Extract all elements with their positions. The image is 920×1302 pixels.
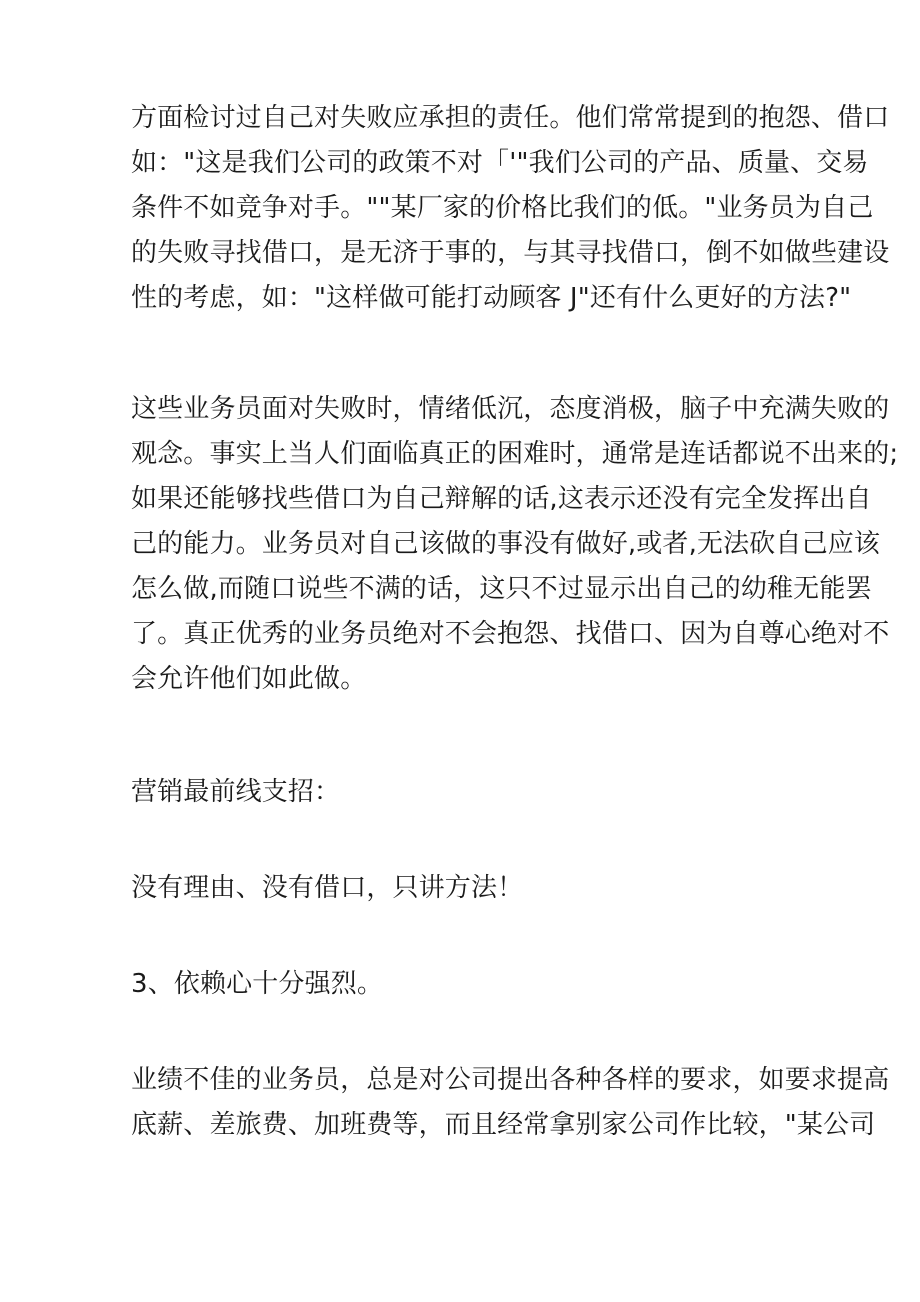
- text-line: 没有理由、没有借口，只讲方法！: [131, 873, 524, 903]
- text-line: 了。真正优秀的业务员绝对不会抱怨、找借口、因为自尊心绝对不: [131, 619, 890, 649]
- text-line: 如："这是我们公司的政策不对「'"我们公司的产品、质量、交易: [131, 148, 869, 178]
- text-line: 观念。事实上当人们面临真正的困难时，通常是连话都说不出来的;: [131, 439, 899, 469]
- text-line: 业绩不佳的业务员，总是对公司提出各种各样的要求，如要求提高: [131, 1065, 890, 1095]
- text-line: 条件不如竞争对手。""某厂家的价格比我们的低。"业务员为自己: [131, 193, 874, 223]
- text-line: 己的能力。业务员对自己该做的事没有做好,或者,无法砍自己应该: [131, 529, 881, 559]
- text-line: 方面检讨过自己对失败应承担的责任。他们常常提到的抱怨、借口: [131, 103, 890, 133]
- text-line: 如果还能够找些借口为自己辩解的话,这表示还没有完全发挥出自: [131, 484, 872, 514]
- text-line: 营销最前线支招：: [131, 777, 341, 807]
- paragraph-attitude: [131, 387, 899, 702]
- text-line: 3、依赖心十分强烈。: [131, 969, 384, 999]
- paragraph-excuses: [131, 96, 890, 321]
- tip-text: [131, 866, 803, 911]
- text-line: 这些业务员面对失败时，情绪低沉，态度消极，脑子中充满失败的: [131, 394, 890, 424]
- text-line: 性的考虑，如："这样做可能打动顾客 J"还有什么更好的方法?": [131, 283, 852, 313]
- section-heading: [131, 962, 803, 1007]
- text-line: 底薪、差旅费、加班费等，而且经常拿别家公司作比较，"某公司: [131, 1110, 876, 1140]
- paragraph-dependence: [131, 1058, 890, 1148]
- text-line: 的失败寻找借口，是无济于事的，与其寻找借口，倒不如做些建设: [131, 238, 890, 268]
- text-line: 怎么做,而随口说些不满的话，这只不过显示出自己的幼稚无能罢: [131, 574, 872, 604]
- tip-heading: [131, 770, 803, 815]
- text-line: 会允许他们如此做。: [131, 664, 367, 694]
